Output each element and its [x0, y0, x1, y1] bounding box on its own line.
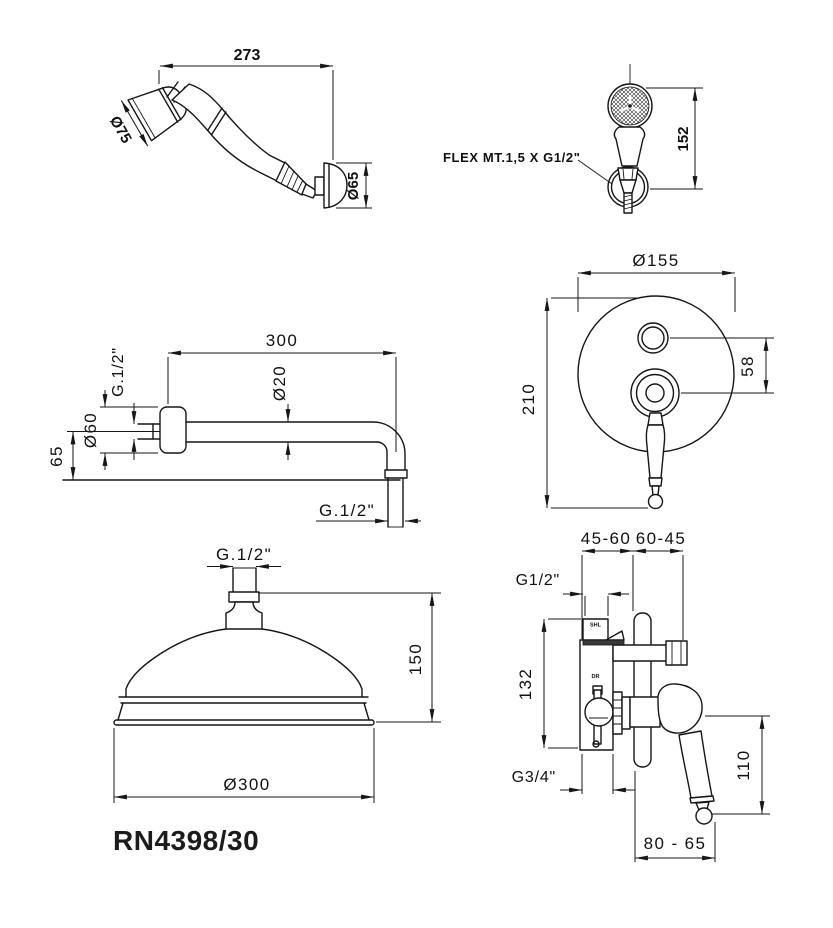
dim-65-label: 65 — [47, 445, 66, 467]
diverter-button-inner — [642, 327, 664, 349]
head-collar — [226, 602, 262, 629]
dim-60-label: Ø60 — [81, 411, 100, 449]
lever-stem — [652, 486, 659, 495]
flex-note-label: FLEX MT.1,5 X G1/2" — [443, 150, 581, 165]
outlet-pipe — [613, 645, 667, 661]
bell-skirt — [118, 703, 369, 720]
lever-ball — [649, 495, 663, 509]
dim-150-label: 150 — [406, 642, 425, 676]
dim-132-label: 132 — [516, 667, 535, 701]
handle-front — [614, 127, 644, 166]
spray-center-dot — [628, 104, 632, 108]
body-shoulder — [583, 640, 624, 645]
figure-rain-head — [113, 545, 441, 856]
dim-152-label: 152 — [675, 126, 692, 152]
dim-110-label: 110 — [734, 749, 753, 781]
leader-line — [578, 160, 612, 184]
arm-tube-inner — [186, 442, 387, 470]
dim-4560-label: 45-60 — [580, 529, 632, 548]
figure-mixer-side — [512, 529, 770, 862]
bell-right — [262, 629, 362, 697]
product-code-label: RN4398/30 — [113, 825, 260, 856]
handle-grip — [679, 731, 712, 798]
head-nut — [229, 592, 259, 602]
thread-bottom-label: G3/4" — [511, 769, 556, 786]
valve-boss-outer — [631, 369, 679, 417]
dim-8065-label: 80 - 65 — [643, 834, 707, 853]
figure-handshower-side — [101, 47, 372, 208]
rain-thread-label: G.1/2" — [215, 545, 273, 564]
escutcheon-edge — [634, 613, 651, 767]
dim-75-label: Ø75 — [105, 113, 135, 147]
handle-nut — [618, 168, 638, 180]
thread-outlet-label: G.1/2" — [318, 501, 376, 520]
port-mid-label: DR — [591, 674, 600, 680]
hose-connector — [315, 177, 324, 195]
dim-65d-label: Ø65 — [345, 171, 362, 201]
lever-body — [646, 425, 664, 478]
dim-20-label: Ø20 — [270, 364, 289, 402]
cartridge-step2 — [622, 697, 630, 729]
bell-left — [126, 629, 226, 697]
handshower-head — [101, 73, 195, 158]
dim-58-label: 58 — [738, 355, 757, 377]
dim-300d-label: Ø300 — [223, 775, 271, 794]
outlet-dome — [324, 163, 347, 208]
thread-top-label: G1/2" — [515, 572, 560, 589]
figure-mixer-front — [519, 251, 774, 509]
handle-bulb — [658, 684, 702, 733]
dim-6045-label: 60-45 — [635, 529, 687, 548]
figure-shower-arm — [47, 331, 421, 527]
dim-155-label: Ø155 — [632, 251, 680, 270]
valve-cartridge-circle — [585, 698, 613, 726]
port-top-label: SHL — [590, 622, 601, 629]
handle-shaft — [630, 697, 660, 727]
thread-wall-label: G.1/2" — [110, 347, 127, 397]
cartridge-step — [613, 692, 622, 734]
face-flange — [114, 720, 374, 725]
dim-300-label: 300 — [265, 331, 299, 350]
arm-tube-outer — [186, 422, 405, 470]
dim-210-label: 210 — [519, 382, 538, 416]
pipe-nut — [666, 641, 687, 665]
arm-flange — [160, 407, 186, 453]
outlet-collar — [385, 470, 407, 478]
dim-273-label: 273 — [233, 47, 261, 64]
handshower-handle — [172, 84, 285, 181]
lever-neck — [648, 413, 663, 425]
lever-band — [649, 478, 662, 486]
figure-handshower-front — [443, 64, 703, 213]
handle-ball — [696, 808, 712, 824]
